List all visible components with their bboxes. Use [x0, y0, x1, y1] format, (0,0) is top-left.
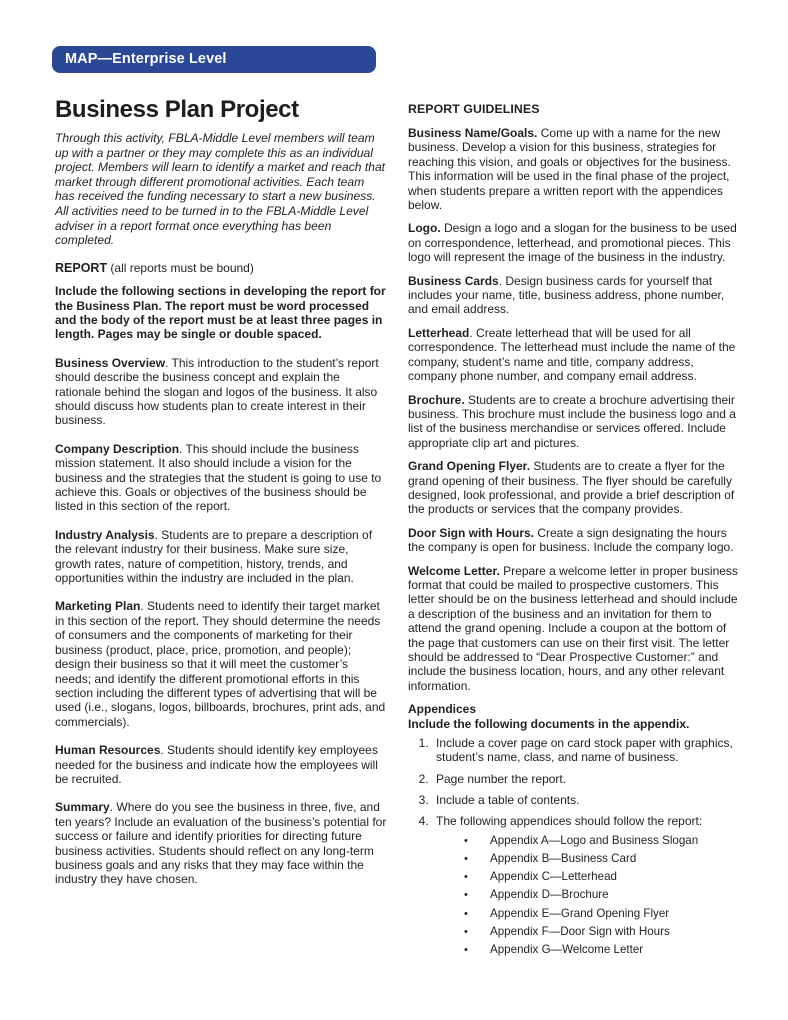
- section-company-description: [55, 442, 387, 514]
- section-text: . Students should identify key employees needed for the business and indicate how the employees will be recruited.: [55, 743, 378, 786]
- guideline-term: Welcome Letter.: [408, 563, 500, 578]
- appendix-item-b: [464, 852, 745, 866]
- guideline-text: Students are to create a brochure advertising their business. This brochure must include the business logo and a list of the business merchandise or services offered. Include appropriate clip art and pictures.: [408, 392, 736, 450]
- guideline-text: Design a logo and a slogan for the business to be used on correspondence, letterhead, and promotional pieces. This logo will represent the image of the business in the industry.: [408, 221, 737, 265]
- section-industry-analysis: [55, 528, 387, 586]
- section-text: . Students need to identify their target market in this section of the report. They should determine the needs of consumers and the components of marketing for their business (product, place, price, promotion, and people); design their business so that it will meet the customer’s needs; and identify the different promotional efforts in this section including the different types of advertising that will be used (i.e., slogans, logos, billboards, brochures, print ads, and commercials).: [55, 599, 386, 729]
- guideline-term: Logo.: [408, 221, 441, 236]
- appendix-item-d: [464, 888, 745, 902]
- appendices-heading-block: [408, 702, 745, 732]
- appendix-item-text: Appendix C—Letterhead: [490, 870, 617, 884]
- guideline-business-name-goals: [408, 126, 745, 212]
- appendices-numbered-list: [408, 736, 745, 957]
- report-heading-line: [55, 261, 387, 275]
- section-term: Company Description: [55, 441, 180, 456]
- bullet-icon: •: [464, 944, 468, 957]
- report-guidelines-heading: REPORT GUIDELINES: [408, 102, 540, 116]
- numbered-item-1: [432, 736, 745, 765]
- appendix-item-text: Appendix F—Door Sign with Hours: [490, 924, 670, 938]
- section-summary: [55, 800, 387, 886]
- section-term: Human Resources: [55, 743, 161, 758]
- bullet-icon: •: [464, 834, 468, 847]
- guideline-welcome-letter: [408, 564, 745, 694]
- guideline-term: Business Name/Goals.: [408, 126, 538, 140]
- numbered-item-text: Page number the report.: [436, 771, 567, 786]
- section-term: Summary: [55, 800, 110, 815]
- section-text: . Students are to prepare a description of the relevant industry for their business. Make sure size, growth rates, nature of competition, history, trends, and opportunities within the industry are included in the plan.: [55, 527, 373, 586]
- appendix-item-text: Appendix B—Business Card: [490, 852, 637, 866]
- appendix-item-text: Appendix G—Welcome Letter: [490, 943, 644, 957]
- bullet-icon: •: [464, 853, 468, 866]
- guideline-text: . Create letterhead that will be used for all correspondence. The letterhead must include the name of the company, student’s name and title, company address, company phone number, and company email address.: [408, 325, 736, 384]
- appendices-intro: Include the following documents in the appendix.: [408, 717, 690, 732]
- numbered-item-4: [432, 814, 745, 957]
- guideline-business-cards: [408, 274, 745, 317]
- section-text: . This introduction to the student’s report should describe the business concept and explain the rationale behind the slogan and logos of the business. It also should discuss how students plan to create interest in their business.: [55, 355, 379, 428]
- left-column: [55, 96, 387, 964]
- appendix-item-f: [464, 925, 745, 939]
- guideline-logo: [408, 221, 745, 264]
- numbered-item-2: [432, 772, 745, 786]
- report-intro-paragraph: Include the following sections in developing the report for the Business Plan. The report must be word processed and the body of the report must be at least three pages in length. Pages may be single or double spaced.: [55, 284, 386, 342]
- report-heading: REPORT: [55, 260, 108, 275]
- appendices-heading: Appendices: [408, 702, 477, 717]
- appendix-item-text: Appendix D—Brochure: [490, 888, 609, 902]
- section-marketing-plan: [55, 599, 387, 729]
- report-note: (all reports must be bound): [107, 260, 254, 275]
- bullet-icon: •: [464, 889, 468, 902]
- appendix-item-e: [464, 907, 745, 921]
- section-term: Industry Analysis: [55, 527, 155, 542]
- guideline-term: Letterhead: [408, 325, 470, 340]
- guideline-text: Come up with a name for the new business. Develop a vision for this business, strategies for reaching this vision, and goals or objectives for the business. This information will be used in the final phase of the project, when students prepare a written report with the appendices below.: [408, 126, 731, 213]
- guideline-grand-opening-flyer: [408, 459, 745, 517]
- bullet-icon: •: [464, 871, 468, 884]
- guideline-term: Business Cards: [408, 273, 499, 288]
- banner-label: MAP—Enterprise Level: [65, 51, 227, 67]
- section-business-overview: [55, 356, 387, 428]
- numbered-item-text: Include a table of contents.: [436, 793, 580, 808]
- guideline-text: . Design business cards for yourself that includes your name, title, business address, phone number, and email address.: [408, 273, 725, 317]
- right-column: [408, 96, 745, 964]
- intro-paragraph: Through this activity, FBLA-Middle Level members will team up with a partner or they may complete this as an individual project. Members will learn to identify a market and reach that market through different promotional activities. Each team has received the funding necessary to start a new business. All activities need to be turned in to the FBLA-Middle Level adviser in a report format once everything has been completed.: [55, 131, 386, 248]
- section-human-resources: [55, 743, 387, 786]
- numbered-item-text: Include a cover page on card stock paper with graphics, student’s name, class, and name of business.: [436, 735, 733, 765]
- guideline-door-sign: [408, 526, 745, 555]
- numbered-item-3: [432, 793, 745, 807]
- appendix-item-c: [464, 870, 745, 884]
- page-title: Business Plan Project: [55, 96, 299, 123]
- guideline-brochure: [408, 393, 745, 451]
- appendix-item-text: Appendix A—Logo and Business Slogan: [490, 833, 699, 847]
- section-text: . Where do you see the business in three, five, and ten years? Include an evaluation of the business’s potential for success or failure and identify priorities for directing future business activities. Students should reflect on any long-term business goals and any risks that they may face within the industry they have chosen.: [55, 800, 387, 887]
- guideline-term: Door Sign with Hours.: [408, 525, 534, 540]
- appendix-item-text: Appendix E—Grand Opening Flyer: [490, 906, 670, 920]
- bullet-icon: •: [464, 907, 468, 920]
- guideline-text: Create a sign designating the hours the company is open for business. Include the company logo.: [408, 525, 734, 555]
- appendix-item-g: [464, 943, 745, 957]
- guideline-text: Students are to create a flyer for the grand opening of their business. The flyer should be carefully designed, look professional, and provide a brief description of the products or services that the company provides.: [408, 459, 735, 517]
- guideline-text: Prepare a welcome letter in proper business format that could be mailed to prospective customers. This letter should be on the business letterhead and should include a description of the business and an invitation for them to attend the grand opening. Include a coupon at the bottom of the page that customers can use on their first visit. The letter should be addressed to “Dear Prospective Customer:” and include the business location, hours, and any other relevant information.: [408, 563, 738, 693]
- appendix-bullet-list: [436, 834, 745, 957]
- bullet-icon: •: [464, 925, 468, 938]
- section-text: . This should include the business mission statement. It also should include a vision for the business and the strategies that the student is going to use to achieve this. Goals or objectives of the business should be listed in this section of the report.: [55, 441, 382, 514]
- two-column-layout: [55, 96, 745, 964]
- guideline-term: Brochure.: [408, 392, 465, 407]
- banner: [52, 46, 376, 73]
- section-term: Business Overview: [55, 355, 166, 370]
- section-term: Marketing Plan: [55, 599, 141, 614]
- guideline-letterhead: [408, 326, 745, 384]
- appendix-item-a: [464, 834, 745, 848]
- numbered-item-text: The following appendices should follow the report:: [436, 814, 703, 829]
- guideline-term: Grand Opening Flyer.: [408, 459, 531, 474]
